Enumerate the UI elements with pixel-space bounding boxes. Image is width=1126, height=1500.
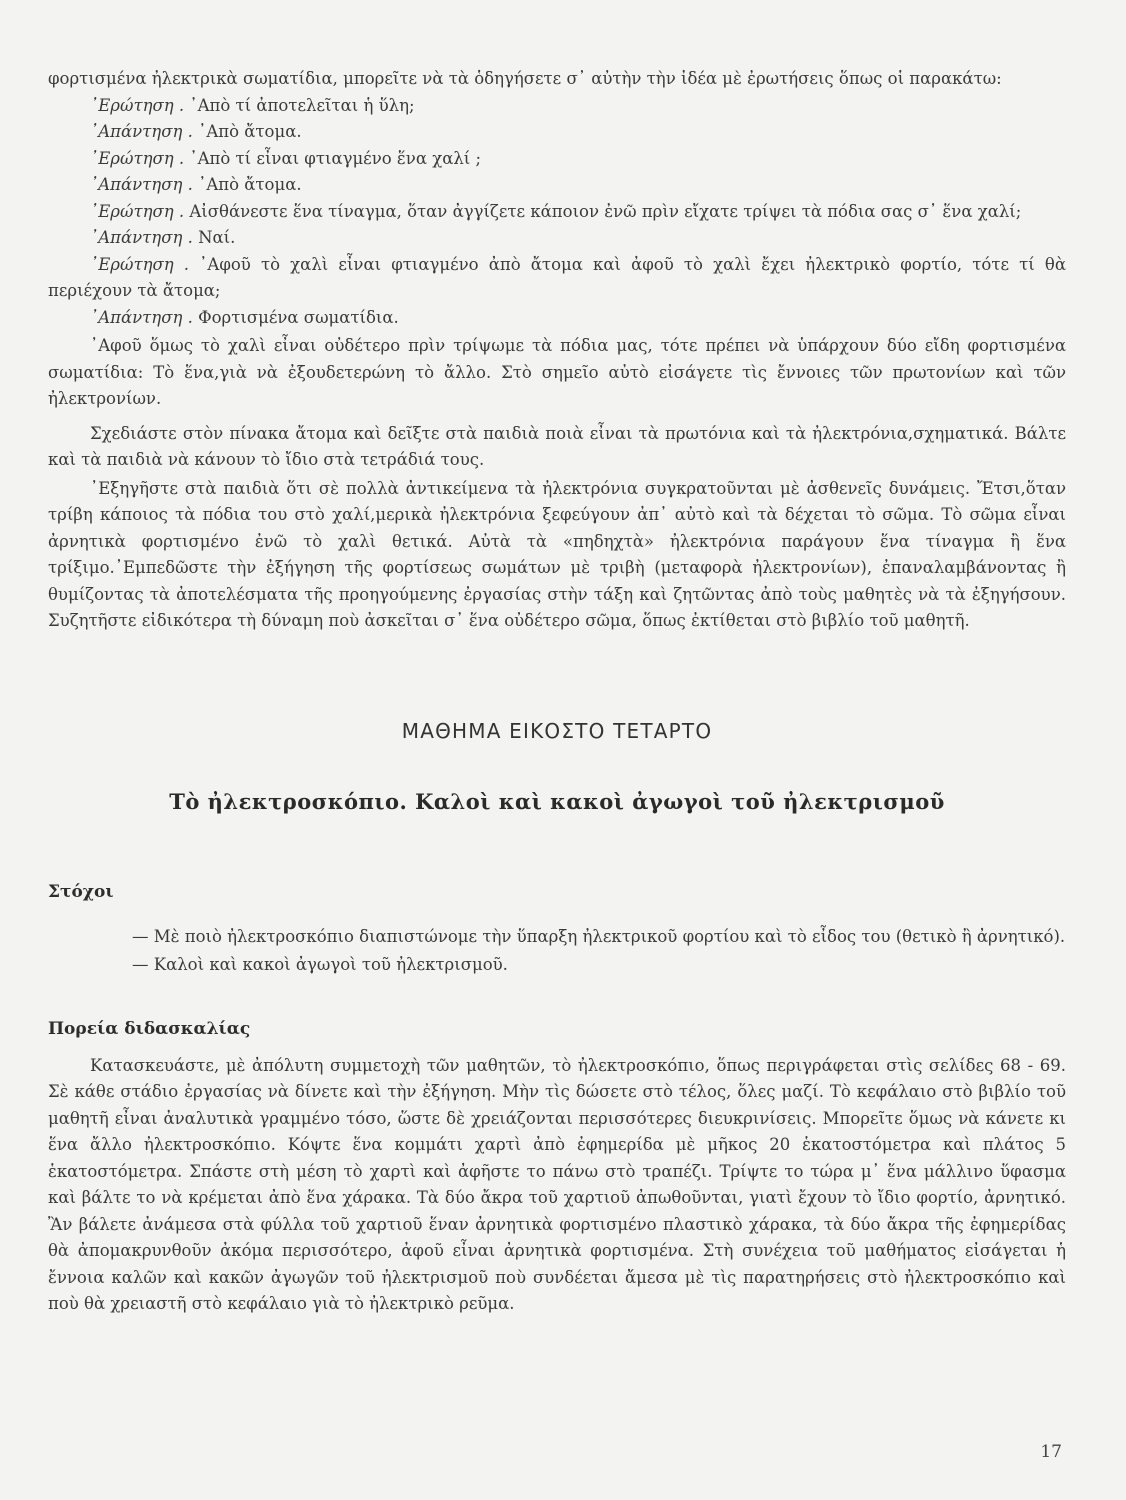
dialogue [48, 93, 1066, 332]
dialogue-text: Φορτισμένα σωματίδια. [198, 307, 399, 327]
dialogue-role: ᾽Ερώτηση . [90, 95, 185, 115]
dialogue-line [48, 172, 1066, 199]
page-body [48, 66, 1066, 1318]
goal-item: — Καλοὶ καὶ κακοὶ ἀγωγοὶ τοῦ ἠλεκτρισμοῦ. [132, 955, 508, 974]
dialogue-role: ᾽Απάντηση . [90, 307, 193, 327]
dialogue-text: ᾽Απὸ ἄτομα. [198, 122, 302, 141]
dialogue-text: Αἰσθάνεστε ἕνα τίναγμα, ὅταν ἀγγίζετε κάποιον ἐνῶ πρὶν εἴχατε τρίψει τὰ πόδια σας σ᾽ ἕνα χαλί; [189, 201, 1022, 221]
dialogue-role: ᾽Ερώτηση . [90, 201, 185, 221]
dialogue-line [48, 93, 1066, 120]
dialogue-text: ᾽Απὸ τί ἀποτελεῖται ἡ ὕλη; [189, 95, 415, 115]
dialogue-text: ᾽Απὸ τί εἶναι φτιαγμένο ἕνα χαλί ; [189, 148, 482, 168]
dialogue-text: ᾽Απὸ ἄτομα. [198, 175, 302, 194]
dialogue-text: ᾽Αφοῦ τὸ χαλὶ εἶναι φτιαγμένο ἀπὸ ἄτομα καὶ ἀφοῦ τὸ χαλὶ ἔχει ἠλεκτρικὸ φορτίο, τότε τί θὰ περιέχουν τὰ ἄτομα; [48, 254, 1066, 300]
page-number: 17 [1040, 1442, 1062, 1462]
dialogue-line [48, 225, 1066, 252]
goals-heading: Στόχοι [48, 881, 114, 902]
dialogue-line [48, 119, 1066, 146]
method-heading: Πορεία διδασκαλίας [48, 1018, 251, 1039]
body-paragraph: ᾽Εξηγῆστε στὰ παιδιὰ ὅτι σὲ πολλὰ ἀντικείμενα τὰ ἠλεκτρόνια συγκρατοῦνται μὲ ἀσθενεῖς δυνάμεις. Ἔτσι,ὅταν τρίβη κάποιος τὰ πόδια του στὸ χαλί,μερικὰ ἠλεκτρόνια ξεφεύγουν ἀπ᾽ αὐτὸ καὶ τὰ δέχεται τὸ σῶμα. Τὸ σῶμα εἶναι ἀρνητικὰ φορτισμένο ἐνῶ τὸ χαλὶ θετικά. Αὐτὰ τὰ «πηδηχτὰ» ἠλεκτρόνια παράγουν ἕνα τίναγμα ἢ ἕνα τρίξιμο.᾽Εμπεδῶστε τὴν ἐξήγηση τῆς φορτίσεως σωμάτων μὲ τριβὴ (μεταφορὰ ἠλεκτρονίων), ἐπαναλαμβάνοντας ἢ θυμίζοντας τὰ ἀποτελέσματα τῆς προηγούμενης ἐργασίας στὴν τάξη καὶ ζητῶντας ἀπὸ τοὺς μαθητὲς νὰ τὰ ἐξηγήσουν. Συζητῆστε εἰδικότερα τὴ δύναμη ποὺ ἀσκεῖται σ᾽ ἕνα οὐδέτερο σῶμα, ὅπως ἐκτίθεται στὸ βιβλίο τοῦ μαθητῆ. [48, 478, 1066, 630]
lesson-subtitle: Τὸ ἠλεκτροσκόπιο. Καλοὶ καὶ κακοὶ ἀγωγοὶ τοῦ ἠλεκτρισμοῦ [169, 788, 945, 814]
dialogue-line [48, 252, 1066, 305]
goals-list [48, 924, 1066, 979]
goal-item: — Μὲ ποιὸ ἠλεκτροσκόπιο διαπιστώνομε τὴν ὕπαρξη ἠλεκτρικοῦ φορτίου καὶ τὸ εἶδος του (θετικὸ ἢ ἀρνητικό). [132, 926, 1066, 946]
dialogue-role: ᾽Απάντηση . [90, 122, 193, 141]
dialogue-role: ᾽Ερώτηση . [90, 254, 189, 274]
body-paragraph: ᾽Αφοῦ ὅμως τὸ χαλὶ εἶναι οὐδέτερο πρὶν τρίψωμε τὰ πόδια μας, τότε πρέπει νὰ ὑπάρχουν δύο εἴδη φορτισμένα σωματίδια: Τὸ ἕνα,γιὰ νὰ ἐξουδετερώνη τὸ ἄλλο. Στὸ σημεῖο αὐτὸ εἰσάγετε τὶς ἔννοιες τῶν πρωτονίων καὶ τῶν ἠλεκτρονίων. [48, 336, 1066, 408]
dialogue-line [48, 199, 1066, 226]
dialogue-text: Ναί. [198, 228, 236, 247]
dialogue-role: ᾽Ερώτηση . [90, 148, 185, 168]
dialogue-role: ᾽Απάντηση . [90, 228, 193, 247]
lesson-title: ΜΑΘΗΜΑ ΕΙΚΟΣΤΟ ΤΕΤΑΡΤΟ [401, 718, 713, 743]
dialogue-line [48, 305, 1066, 332]
dialogue-role: ᾽Απάντηση . [90, 175, 193, 194]
intro-line: φορτισμένα ἠλεκτρικὰ σωματίδια, μπορεῖτε νὰ τὰ ὁδηγήσετε σ᾽ αὐτὴν τὴν ἰδέα μὲ ἐρωτήσεις ὅπως οἱ παρακάτω: [48, 69, 1002, 88]
body-paragraph: Σχεδιάστε στὸν πίνακα ἄτομα καὶ δεῖξτε στὰ παιδιὰ ποιὰ εἶναι τὰ πρωτόνια καὶ τὰ ἠλεκτρόνια,σχηματικά. Βάλτε καὶ τὰ παιδιὰ νὰ κάνουν τὸ ἴδιο στὰ τετράδιά τους. [48, 423, 1066, 469]
dialogue-line [48, 146, 1066, 173]
method-paragraph: Κατασκευάστε, μὲ ἀπόλυτη συμμετοχὴ τῶν μαθητῶν, τὸ ἠλεκτροσκόπιο, ὅπως περιγράφεται στὶς σελίδες 68 - 69. Σὲ κάθε στάδιο ἐργασίας νὰ δίνετε καὶ τὴν ἐξήγηση. Μὴν τὶς δώσετε στὸ τέλος, ὅλες μαζί. Τὸ κεφάλαιο στὸ βιβλίο τοῦ μαθητῆ εἶναι ἀναλυτικὰ γραμμένο τόσο, ὥστε δὲ χρειάζονται περισσότερες διευκρινίσεις. Μπορεῖτε ὅμως νὰ κάνετε κι ἕνα ἄλλο ἠλεκτροσκόπιο. Κόψτε ἕνα κομμάτι χαρτὶ ἀπὸ ἐφημερίδα μὲ μῆκος 20 ἑκατοστόμετρα καὶ πλάτος 5 ἑκατοστόμετρα. Σπάστε στὴ μέση τὸ χαρτὶ καὶ ἀφῆστε το πάνω στὸ τραπέζι. Τρίψτε το τώρα μ᾽ ἕνα μάλλινο ὕφασμα καὶ βάλτε το νὰ κρέμεται ἀπὸ ἕνα χάρακα. Τὰ δύο ἄκρα τοῦ χαρτιοῦ ἀπωθοῦνται, γιατὶ ἔχουν τὸ ἴδιο φορτίο, ἀρνητικό. Ἂν βάλετε ἀνάμεσα στὰ φύλλα τοῦ χαρτιοῦ ἕναν ἀρνητικὰ φορτισμένο πλαστικὸ χάρακα, τὰ δύο ἄκρα τῆς ἐφημερίδας θὰ ἀπομακρυνθοῦν ἀκόμα περισσότερο, ἀφοῦ εἶναι ἀρνητικὰ φορτισμένα. Στὴ συνέχεια τοῦ μαθήματος εἰσάγεται ἡ ἔννοια καλῶν καὶ κακῶν ἀγωγῶν τοῦ ἠλεκτρισμοῦ ποὺ συνδέεται ἄμεσα μὲ τὶς παρατηρήσεις στὸ ἠλεκτροσκόπιο καὶ ποὺ θὰ χρειαστῆ στὸ κεφάλαιο γιὰ τὸ ἠλεκτρικὸ ρεῦμα. [48, 1055, 1066, 1313]
